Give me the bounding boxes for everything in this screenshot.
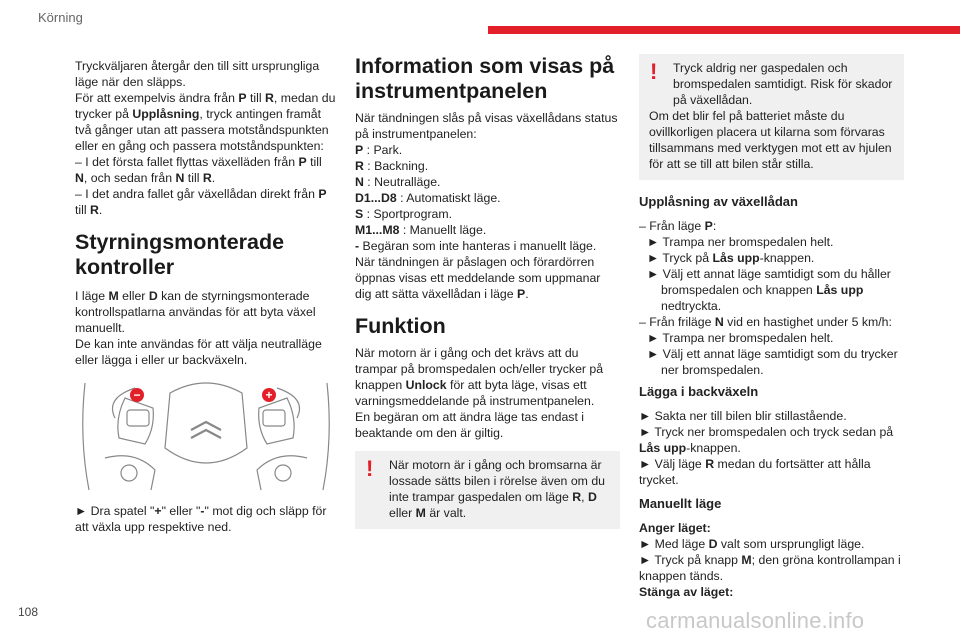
- warning-icon: !: [650, 59, 658, 84]
- column-3: [639, 54, 904, 600]
- function-text: När motorn är i gång och det krävs att du trampar på bromspedalen och/eller trycker på knappen Unlock för att byta läge, visas ett varningsmeddelande på instrumentpanelen.: [355, 346, 604, 408]
- section-heading-function: Funktion: [355, 314, 446, 338]
- step-item: ► Med läge D valt som ursprungligt läge.: [639, 537, 865, 551]
- header-accent-bar: [488, 26, 960, 34]
- from-p-line: – Från läge P:: [639, 219, 717, 233]
- warning-icon: !: [366, 456, 374, 481]
- page-number: 108: [18, 605, 39, 619]
- mode-line: M1...M8 : Manuellt läge.: [355, 223, 487, 237]
- column-2: [355, 54, 620, 529]
- paddle-instruction: ► Dra spatel "+" eller "-" mot dig och släpp för att växla upp respektive ned.: [75, 504, 327, 534]
- column-1: [75, 58, 337, 535]
- step-item: ► Välj läge R medan du fortsätter att hålla trycket.: [639, 457, 871, 487]
- mode-line: R : Backning.: [355, 159, 429, 173]
- warning-box-creep: ! När motorn är i gång och bromsarna är lossade sätts bilen i rörelse även om du inte trampar gaspedalen om läge R, D eller M är valt.: [355, 451, 620, 529]
- heading-reverse: Lägga i backväxeln: [639, 384, 759, 399]
- paddles-text: I läge M eller D kan de styrningsmonterade kontrollspatlarna användas för att byta växel manuellt.: [75, 289, 316, 335]
- mode-line: D1...D8 : Automatiskt läge.: [355, 191, 501, 205]
- paddles-limitation-text: De kan inte användas för att välja neutralläge eller lägga i eller ur backväxeln.: [75, 337, 322, 367]
- minus-label: −: [133, 388, 141, 402]
- dash-item-1: – I det första fallet flyttas växelläden från P till N, och sedan från N till R.: [75, 155, 322, 185]
- heading-manual-mode: Manuellt läge: [639, 496, 722, 511]
- intro-paragraph: Tryckväljaren återgår den till sitt ursprungliga läge när den släpps. För att exempelvis ändra från P till R, medan du trycker på Upplåsning, tryck antingen framåt två gånger utan att passera motståndspunkten eller en gång och passera motståndspunkten:: [75, 59, 336, 153]
- step-item: ► Tryck på Lås upp-knappen.: [647, 251, 815, 265]
- mode-line: - Begäran som inte hanteras i manuellt läge.: [355, 239, 597, 253]
- step-item: ► Trampa ner bromspedalen helt.: [647, 235, 834, 249]
- valid-request-text: En begäran om att ändra läge tas endast i beaktande om den är giltig.: [355, 410, 585, 440]
- from-n-line: – Från friläge N vid en hastighet under 5 km/h:: [639, 315, 892, 329]
- door-open-text: När tändningen är påslagen och förardörren öppnas visas ett meddelande som uppmanar dig att sätta växellådan i läge P.: [355, 255, 601, 301]
- section-heading-information: Information som visas på instrumentpanelen: [355, 54, 615, 103]
- dash-item-2: – I det andra fallet går växellådan direkt från P till R.: [75, 187, 327, 217]
- running-header: Körning: [38, 10, 83, 25]
- mode-line: P : Park.: [355, 143, 403, 157]
- heading-unlock-gearbox: Upplåsning av växellådan: [639, 194, 798, 209]
- warning-box-pedals: ! Tryck aldrig ner gaspedalen och bromspedalen samtidigt. Risk för skador på växellådan. Om det blir fel på batteriet måste du ovillkorligen placera ut kilarna som förvaras tillsammans med verktygen mot ett av hjulen för att se till att bilen står stilla.: [639, 54, 904, 180]
- step-item: ► Tryck ner bromspedalen och tryck sedan på Lås upp-knappen.: [639, 425, 894, 455]
- plus-label: +: [265, 388, 273, 402]
- watermark: carmanualsonline.info: [646, 608, 865, 633]
- subheading-exit-mode: Stänga av läget:: [639, 585, 734, 599]
- mode-line: S : Sportprogram.: [355, 207, 453, 221]
- step-item: ► Tryck på knapp M; den gröna kontrollampan i knappen tänds.: [639, 553, 901, 583]
- step-item: ► Välj ett annat läge samtidigt som du håller bromspedalen och knappen Lås upp nedtryckta.: [647, 267, 891, 313]
- section-heading-steering-controls: Styrningsmonterade kontroller: [75, 230, 285, 279]
- step-item: ► Välj ett annat läge samtidigt som du trycker ner bromspedalen.: [647, 347, 898, 377]
- step-item: ► Trampa ner bromspedalen helt.: [647, 331, 834, 345]
- steering-paddles-illustration: [75, 378, 337, 493]
- step-item: ► Sakta ner till bilen blir stillastående.: [639, 409, 847, 423]
- mode-line: N : Neutralläge.: [355, 175, 441, 189]
- status-intro: När tändningen slås på visas växellådans status på instrumentpanelen:: [355, 111, 618, 141]
- subheading-enter-mode: Anger läget:: [639, 521, 711, 535]
